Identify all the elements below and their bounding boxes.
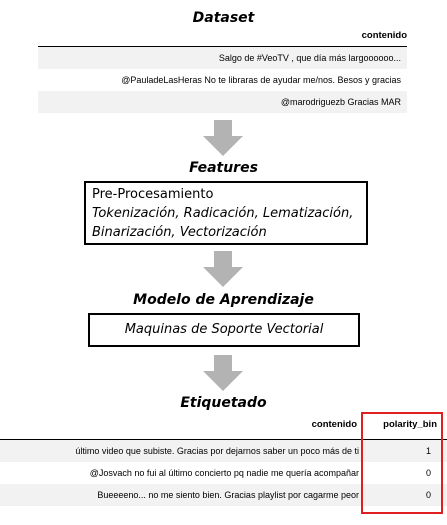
labeled-title: Etiquetado [180, 395, 267, 411]
features-line-steps-2: Binarización, Vectorización [92, 225, 267, 240]
dataset-column-header: contenido [361, 30, 407, 41]
polarity-highlight-box [361, 412, 443, 514]
features-line-preprocessing: Pre-Procesamiento [92, 187, 214, 202]
labeled-row-value: 0 [425, 468, 431, 478]
labeled-column-header-text: contenido [311, 419, 357, 430]
down-arrow-icon [203, 251, 243, 287]
dataset-title: Dataset [192, 10, 255, 26]
down-arrow-icon [203, 355, 243, 391]
labeled-row-text: @Josvach no fui al último concierto pq nadie me quería acompañar [89, 468, 359, 478]
features-box [84, 181, 368, 245]
dataset-table [38, 46, 407, 113]
model-box: Maquinas de Soporte Vectorial [88, 313, 360, 347]
labeled-column-header-polarity: polarity_bin [383, 419, 437, 430]
labeled-row-value: 1 [425, 446, 431, 456]
features-line-steps-1: Tokenización, Radicación, Lematización, [92, 206, 354, 221]
labeled-row-text: Bueeeeno... no me siento bien. Gracias playlist por cagarme peor [97, 490, 359, 500]
dataset-row: @marodriguezb Gracias MAR [38, 91, 407, 113]
dataset-row: Salgo de #VeoTV , que día más largoooooo... [38, 47, 407, 69]
labeled-row-text: último video que subiste. Gracias por dejarnos saber un poco más de ti [75, 446, 359, 456]
model-title: Modelo de Aprendizaje [133, 292, 314, 308]
labeled-row-value: 0 [425, 490, 431, 500]
features-title: Features [189, 160, 258, 176]
dataset-row: @PauladeLasHeras No te libraras de ayudar me/nos. Besos y gracias [121, 75, 401, 85]
down-arrow-icon [203, 120, 243, 156]
